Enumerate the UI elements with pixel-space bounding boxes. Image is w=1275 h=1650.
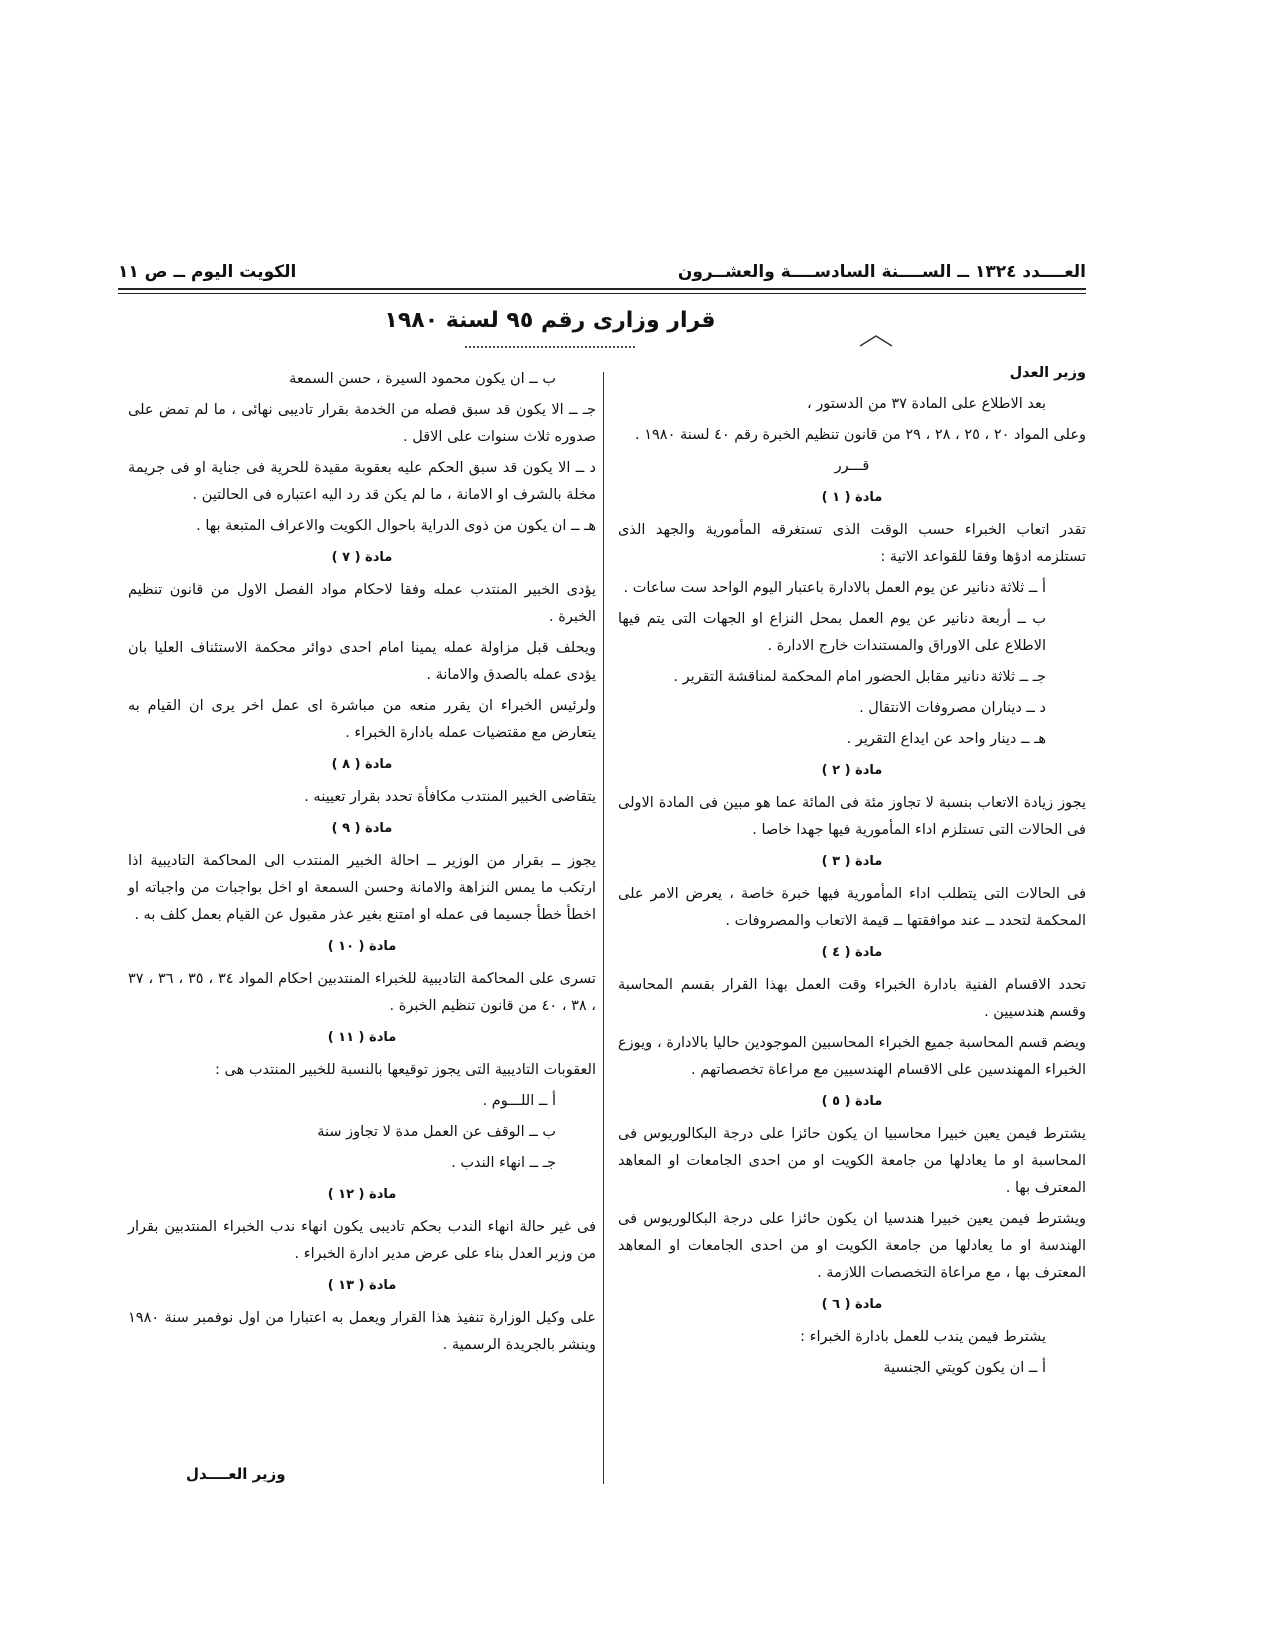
minister-signature: وزير العــــدل — [186, 1465, 286, 1483]
article-text: تسرى على المحاكمة التاديبية للخبراء المنتدبين احكام المواد ٣٤ ، ٣٥ ، ٣٦ ، ٣٧ ، ٣٨ ، ٤٠ من قانون تنظيم الخبرة . — [128, 971, 596, 1014]
article-heading: مادة ( ١٣ ) — [327, 1278, 397, 1293]
article-item: جـ ــ الا يكون قد سبق فصله من الخدمة بقرار تاديبى نهائى ، ما لم تمض على صدوره ثلاث سنوات على الاقل . — [128, 402, 596, 445]
article-heading: مادة ( ٧ ) — [331, 550, 393, 565]
title-ornament — [465, 346, 635, 348]
article-item: ب ــ أربعة دنانير عن يوم العمل بمحل النزاع او الجهات التى يتم فيها الاطلاع على الاوراق والمستندات خارج الادارة . — [618, 611, 1046, 654]
right-column — [618, 360, 1086, 1386]
article-text: تحدد الاقسام الفنية بادارة الخبراء وقت العمل بهذا القرار بقسم المحاسبة وقسم هندسيين . — [618, 977, 1086, 1020]
article-heading: مادة ( ١٢ ) — [327, 1187, 397, 1202]
article-item: أ ــ ثلاثة دنانير عن يوم العمل بالادارة باعتبار اليوم الواحد ست ساعات . — [623, 580, 1046, 596]
article-heading: مادة ( ١ ) — [821, 490, 883, 505]
article-heading: مادة ( ١٠ ) — [327, 939, 397, 954]
article-text: يجوز زيادة الاتعاب بنسبة لا تجاوز مئة فى المائة عما هو مبين فى المادة الاولى فى الحالات التى تستلزم اداء المأمورية فيها جهدا خاصا . — [618, 795, 1086, 838]
article-text: تقدر اتعاب الخبراء حسب الوقت الذى تستغرقه المأمورية والجهد الذى تستلزمه ادؤها وفقا للقواعد الاتية : — [618, 522, 1086, 565]
left-column — [128, 366, 596, 1363]
article-text: ولرئيس الخبراء ان يقرر منعه من مباشرة اى عمل اخر يرى ان القيام به يتعارض مع مقتضيات عمله بادارة الخبراء . — [128, 698, 596, 741]
article-item: جـ ــ انهاء الندب . — [451, 1155, 556, 1171]
preamble: وعلى المواد ٢٠ ، ٢٥ ، ٢٨ ، ٢٩ من قانون تنظيم الخبرة رقم ٤٠ لسنة ١٩٨٠ . — [635, 427, 1086, 443]
minister-heading: وزير العدل — [1009, 365, 1086, 381]
issue-number: العــــدد ١٣٢٤ ــ الســــنة السادســــة والعشــرون — [677, 262, 1086, 282]
header-rule-thin — [118, 293, 1086, 294]
article-text: ويحلف قبل مزاولة عمله يمينا امام احدى دوائر محكمة الاستئناف العليا بان يؤدى عمله بالصدق والامانة . — [128, 640, 596, 683]
header-rule — [118, 288, 1086, 290]
article-heading: مادة ( ١١ ) — [327, 1030, 397, 1045]
decree-title: قرار وزارى رقم ٩٥ لسنة ١٩٨٠ — [384, 308, 716, 333]
article-heading: مادة ( ٣ ) — [821, 854, 883, 869]
article-item: أ ــ ان يكون كويتي الجنسية — [883, 1360, 1046, 1376]
article-heading: مادة ( ٤ ) — [821, 945, 883, 960]
handwritten-mark — [858, 334, 894, 348]
article-text: العقوبات التاديبية التى يجوز توقيعها بالنسبة للخبير المنتدب هى : — [215, 1062, 596, 1078]
article-item: د ــ الا يكون قد سبق الحكم عليه بعقوبة مقيدة للحرية فى جناية او فى جريمة مخلة بالشرف او الامانة ، ما لم يكن قد رد اليه اعتباره فى الحالتين . — [128, 460, 596, 503]
decree-word: قـــرر — [834, 458, 870, 474]
page-reference: الكويت اليوم ــ ص ١١ — [118, 262, 297, 282]
article-heading: مادة ( ٢ ) — [821, 763, 883, 778]
article-text: يجوز ــ بقرار من الوزير ــ احالة الخبير المنتدب الى المحاكمة التاديبية اذا ارتكب ما يمس النزاهة والامانة وحسن السمعة او اخل بواجبات من واجباته او اخطأ خطأ جسيما فى عمله او امتنع بغير عذر مقبول عن القيام بعمل كلف به . — [128, 853, 596, 923]
article-text: على وكيل الوزارة تنفيذ هذا القرار ويعمل به اعتبارا من اول نوفمبر سنة ١٩٨٠ وينشر بالجريدة الرسمية . — [128, 1310, 596, 1353]
article-text: يشترط فيمن يعين خبيرا محاسبيا ان يكون حائزا على درجة البكالوريوس فى المحاسبة او ما يعادلها من جامعة الكويت او من احدى الجامعات او المعاهد المعترف بها . — [618, 1126, 1086, 1196]
article-text: يؤدى الخبير المنتدب عمله وفقا لاحكام مواد الفصل الاول من قانون تنظيم الخبرة . — [128, 582, 596, 625]
article-heading: مادة ( ٦ ) — [821, 1297, 883, 1312]
article-text: يشترط فيمن يندب للعمل بادارة الخبراء : — [800, 1329, 1046, 1345]
article-heading: مادة ( ٨ ) — [331, 757, 393, 772]
article-item: ب ــ الوقف عن العمل مدة لا تجاوز سنة — [317, 1124, 556, 1140]
article-item: جـ ــ ثلاثة دنانير مقابل الحضور امام المحكمة لمناقشة التقرير . — [673, 669, 1046, 685]
article-heading: مادة ( ٩ ) — [331, 821, 393, 836]
article-item: د ــ ديناران مصروفات الانتقال . — [859, 700, 1046, 716]
article-heading: مادة ( ٥ ) — [821, 1094, 883, 1109]
article-item: ب ــ ان يكون محمود السيرة ، حسن السمعة — [289, 371, 556, 387]
article-text: فى غير حالة انهاء الندب بحكم تاديبى يكون انهاء ندب الخبراء المنتدبين بقرار من وزير العدل بناء على عرض مدير ادارة الخبراء . — [128, 1219, 596, 1262]
preamble: بعد الاطلاع على المادة ٣٧ من الدستور ، — [806, 396, 1046, 412]
article-item: هـ ــ دينار واحد عن ايداع التقرير . — [846, 731, 1046, 747]
article-text: ويضم قسم المحاسبة جميع الخبراء المحاسبين الموجودين حاليا بالادارة ، ويوزع الخبراء المهندسين على الاقسام الهندسيين مع مراعاة تخصصاتهم . — [618, 1035, 1086, 1078]
article-text: ويشترط فيمن يعين خبيرا هندسيا ان يكون حائزا على درجة البكالوريوس فى الهندسة او ما يعادلها من جامعة الكويت او من احدى الجامعات او المعاهد المعترف بها ، مع مراعاة التخصصات اللازمة . — [618, 1211, 1086, 1281]
article-item: هـ ــ ان يكون من ذوى الدراية باحوال الكويت والاعراف المتبعة بها . — [196, 518, 596, 534]
column-divider — [603, 372, 604, 1484]
article-text: يتقاضى الخبير المنتدب مكافأة تحدد بقرار تعيينه . — [304, 789, 596, 805]
article-text: فى الحالات التى يتطلب اداء المأمورية فيها خبرة خاصة ، يعرض الامر على المحكمة لتحدد ــ عند موافقتها ــ قيمة الاتعاب والمصروفات . — [618, 886, 1086, 929]
article-item: أ ــ اللـــوم . — [482, 1093, 556, 1109]
